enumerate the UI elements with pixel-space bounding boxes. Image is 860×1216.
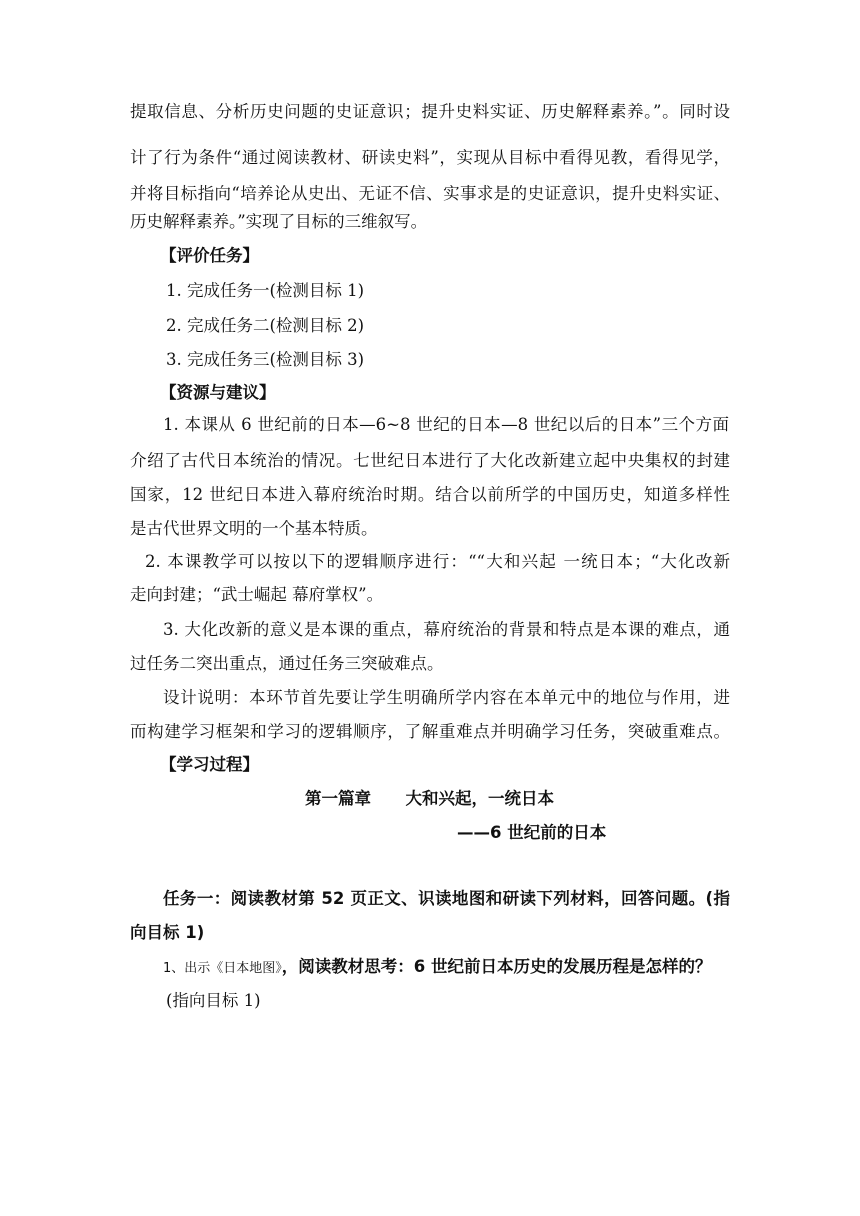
resources-p2-line-2: 走向封建；“武士崛起 幕府掌权”。 (130, 585, 384, 604)
evaluation-item-1: 1. 完成任务一(检测目标 1) (166, 281, 365, 300)
intro-line-3: 并将目标指向“培养论从史出、无证不信、实事求是的史证意识，提升史料实证、 (130, 184, 730, 203)
evaluation-heading: 【评价任务】 (160, 246, 259, 265)
question-1-text: ，阅读教材思考：6 世纪前日本历史的发展历程是怎样的？ (281, 957, 712, 976)
resources-p1-line-3: 国家，12 世纪日本进入幕府统治时期。结合以前所学的中国历史，知道多样性 (130, 485, 730, 504)
resources-p3-line-1: 3. 大化改新的意义是本课的重点，幕府统治的背景和特点是本课的难点，通 (163, 620, 730, 639)
chapter-subtitle: ——6 世纪前的日本 (457, 823, 607, 842)
design-note-line-1: 设计说明：本环节首先要让学生明确所学内容在本单元中的地位与作用，进 (163, 688, 730, 707)
resources-p2-line-1: 2. 本课教学可以按以下的逻辑顺序进行：““大和兴起 一统日本；“大化改新 (145, 552, 730, 571)
resources-p1-line-2: 介绍了古代日本统治的情况。七世纪日本进行了大化改新建立起中央集权的封建 (130, 451, 730, 470)
intro-line-2: 计了行为条件“通过阅读教材、研读史料”，实现从目标中看得见教，看得见学， (130, 148, 730, 167)
resources-p1-line-1: 1. 本课从 6 世纪前的日本—6~8 世纪的日本—8 世纪以后的日本”三个方面 (163, 415, 729, 434)
task1-line-2: 向目标 1) (130, 923, 205, 942)
process-heading: 【学习过程】 (160, 755, 259, 774)
question-1 (163, 957, 712, 979)
question-1-prefix: 1、出示《日本地图》 (163, 961, 282, 976)
resources-heading: 【资源与建议】 (160, 383, 276, 402)
intro-line-1: 提取信息、分析历史问题的史证意识；提升史料实证、历史解释素养。”。同时设 (130, 102, 730, 121)
evaluation-item-3: 3. 完成任务三(检测目标 3) (166, 350, 365, 369)
question-1-note: (指向目标 1) (166, 991, 261, 1010)
resources-p1-line-4: 是古代世界文明的一个基本特质。 (130, 519, 378, 538)
evaluation-item-2: 2. 完成任务二(检测目标 2) (166, 316, 365, 335)
intro-line-4: 历史解释素养。”实现了目标的三维叙写。 (130, 212, 428, 231)
resources-p3-line-2: 过任务二突出重点，通过任务三突破难点。 (130, 654, 444, 673)
task1-line-1: 任务一：阅读教材第 52 页正文、识读地图和研读下列材料，回答问题。(指 (163, 889, 730, 908)
chapter-title: 第一篇章 大和兴起，一统日本 (305, 789, 554, 808)
design-note-line-2: 而构建学习框架和学习的逻辑顺序，了解重难点并明确学习任务，突破重难点。 (130, 722, 730, 741)
